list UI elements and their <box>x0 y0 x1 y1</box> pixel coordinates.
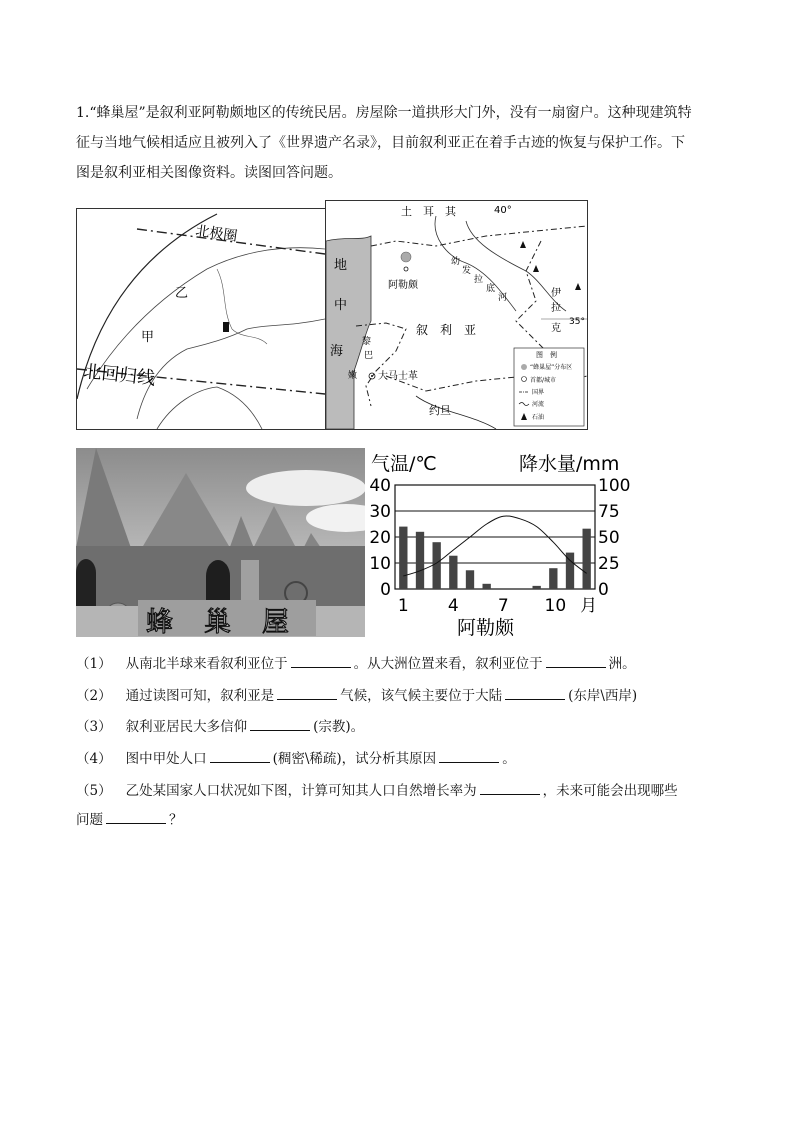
iraq-1: 伊 <box>551 288 561 299</box>
question-item-3 <box>76 715 364 735</box>
med-sea-label-1: 地 <box>334 258 348 273</box>
question-item-5 <box>76 779 678 799</box>
question-text: (稠密\稀疏)，试分析其原因 <box>272 751 437 767</box>
question-number: （1） <box>76 656 112 672</box>
iraq-3: 克 <box>551 323 561 334</box>
precip-bar-month-4 <box>449 556 457 589</box>
beehive-area-icon <box>401 252 411 262</box>
question-text: 叙利亚居民大多信仰 <box>125 719 248 735</box>
question-number: （5） <box>76 783 112 799</box>
syria-map <box>325 200 588 430</box>
question-text: 气候，该气候主要位于大陆 <box>340 688 503 704</box>
question-item-2 <box>76 684 637 704</box>
oil-icon <box>575 283 581 290</box>
syria-label: 叙 利 亚 <box>416 323 477 337</box>
legend-title: 图 例 <box>536 351 557 359</box>
precip-bar-month-10 <box>549 568 557 589</box>
med-sea-label-3: 海 <box>330 344 344 359</box>
euphrates-3: 拉 <box>474 275 484 285</box>
lat-40-label: 40° <box>494 205 512 216</box>
answer-blank[interactable] <box>505 685 565 700</box>
euphrates-5: 河 <box>498 293 508 303</box>
lebanon-3: 嫩 <box>348 371 358 381</box>
answer-blank[interactable] <box>480 780 540 795</box>
aleppo-label: 阿勒颇 <box>388 280 418 291</box>
oil-icon <box>520 241 526 248</box>
precip-bar-month-12 <box>583 529 591 589</box>
y-right-tick-label: 100 <box>598 476 631 496</box>
climate-chart <box>365 448 640 643</box>
y-left-tick-label: 40 <box>369 476 391 496</box>
y-right-tick-label: 50 <box>598 528 620 548</box>
question-text: 问题 <box>76 812 103 828</box>
legend-city: 首都/城市 <box>530 377 557 384</box>
question-item-1 <box>76 652 636 672</box>
question-text: 乙处某国家人口状况如下图，计算可知其人口自然增长率为 <box>125 783 477 799</box>
lebanon-2: 巴 <box>364 351 374 361</box>
precip-bar-month-6 <box>483 584 491 589</box>
legend-oil: 石油 <box>532 414 545 421</box>
legend-border: 国界 <box>532 389 545 396</box>
legend-beehive: “蜂巢屋”分布区 <box>530 364 573 371</box>
answer-blank[interactable] <box>106 809 166 824</box>
y-left-tick-label: 30 <box>369 502 391 522</box>
oil-icon <box>533 265 539 272</box>
y-right-axis-label: 降水量/mm <box>519 453 620 475</box>
question-text: 。 <box>502 751 516 767</box>
x-tick-label: 1 <box>397 596 409 616</box>
answer-blank[interactable] <box>291 653 351 668</box>
precip-bar-month-1 <box>399 527 407 589</box>
label-jia: 甲 <box>141 330 155 345</box>
y-left-tick-label: 10 <box>369 554 391 574</box>
label-yi: 乙 <box>175 286 189 301</box>
x-tick-label: 4 <box>447 596 459 616</box>
iraq-2: 拉 <box>551 303 561 314</box>
answer-blank[interactable] <box>210 748 270 763</box>
y-left-axis-label: 气温/℃ <box>371 453 437 475</box>
question-item-4 <box>76 747 516 767</box>
answer-blank[interactable] <box>546 653 606 668</box>
y-right-tick-label: 25 <box>598 554 620 574</box>
precip-bar-month-9 <box>533 586 541 589</box>
precip-bar-month-3 <box>433 542 441 589</box>
aleppo-city-icon <box>404 267 408 271</box>
question-text: (东岸\西岸) <box>568 688 638 704</box>
question-text: 从南北半球来看叙利亚位于 <box>125 656 288 672</box>
precip-bar-month-2 <box>416 532 424 589</box>
precip-bar-month-5 <box>466 570 474 589</box>
x-tick-label: 7 <box>497 596 509 616</box>
world-map <box>76 208 326 430</box>
y-right-tick-label: 0 <box>598 580 609 600</box>
answer-blank[interactable] <box>250 716 310 731</box>
x-tick-label: 10 <box>544 596 567 616</box>
damascus-label: 大马士革 <box>378 371 418 382</box>
lat-35-label: 35° <box>569 317 585 327</box>
beehive-house-photo <box>76 448 365 637</box>
syria-marker-icon <box>223 322 229 332</box>
med-sea-label-2: 中 <box>334 298 348 313</box>
photo-caption: 蜂 巢 屋 <box>146 607 291 637</box>
answer-blank[interactable] <box>277 685 337 700</box>
intro-line-3: 图是叙利亚相关图像资料。读图回答问题。 <box>76 165 342 181</box>
intro-line-2: 征与当地气候相适应且被列入了《世界遗产名录》，目前叙利亚正在着手古迹的恢复与保护工作。下 <box>76 135 685 151</box>
question-text: ，未来可能会出现哪些 <box>542 783 678 799</box>
legend-river: 河流 <box>532 401 545 408</box>
y-left-tick-label: 20 <box>369 528 391 548</box>
y-left-tick-label: 0 <box>380 580 391 600</box>
question-text: 通过读图可知，叙利亚是 <box>125 688 275 704</box>
euphrates-1: 幼 <box>451 257 461 267</box>
question-number: （4） <box>76 751 112 767</box>
euphrates-4: 底 <box>486 284 496 294</box>
question-text: 洲。 <box>608 656 636 672</box>
y-right-tick-label: 75 <box>598 502 620 522</box>
question-text: 。从大洲位置来看，叙利亚位于 <box>353 656 543 672</box>
question-text: 图中甲处人口 <box>125 751 207 767</box>
tropic-cancer-label: 北回归线 <box>82 361 157 390</box>
x-tick-label: 月 <box>580 596 598 616</box>
euphrates-2: 发 <box>462 266 472 276</box>
station-label: 阿勒颇 <box>457 617 515 639</box>
turkey-label: 土 耳 其 <box>401 205 456 218</box>
arctic-circle-label: 北极圈 <box>194 223 239 245</box>
question-intro <box>76 98 726 188</box>
question-text: ？ <box>169 812 183 828</box>
jordan-label: 约旦 <box>429 404 451 417</box>
lebanon-1: 黎 <box>362 337 372 347</box>
question-text: (宗教)。 <box>313 719 365 735</box>
question-number: （3） <box>76 719 112 735</box>
intro-line-1: 1.“蜂巢屋”是叙利亚阿勒颇地区的传统民居。房屋除一道拱形大门外，没有一扇窗户。这种现建筑特 <box>76 105 692 121</box>
answer-blank[interactable] <box>439 748 499 763</box>
question-number: （2） <box>76 688 112 704</box>
question-item-6 <box>76 808 183 828</box>
temperature-curve <box>403 516 586 576</box>
